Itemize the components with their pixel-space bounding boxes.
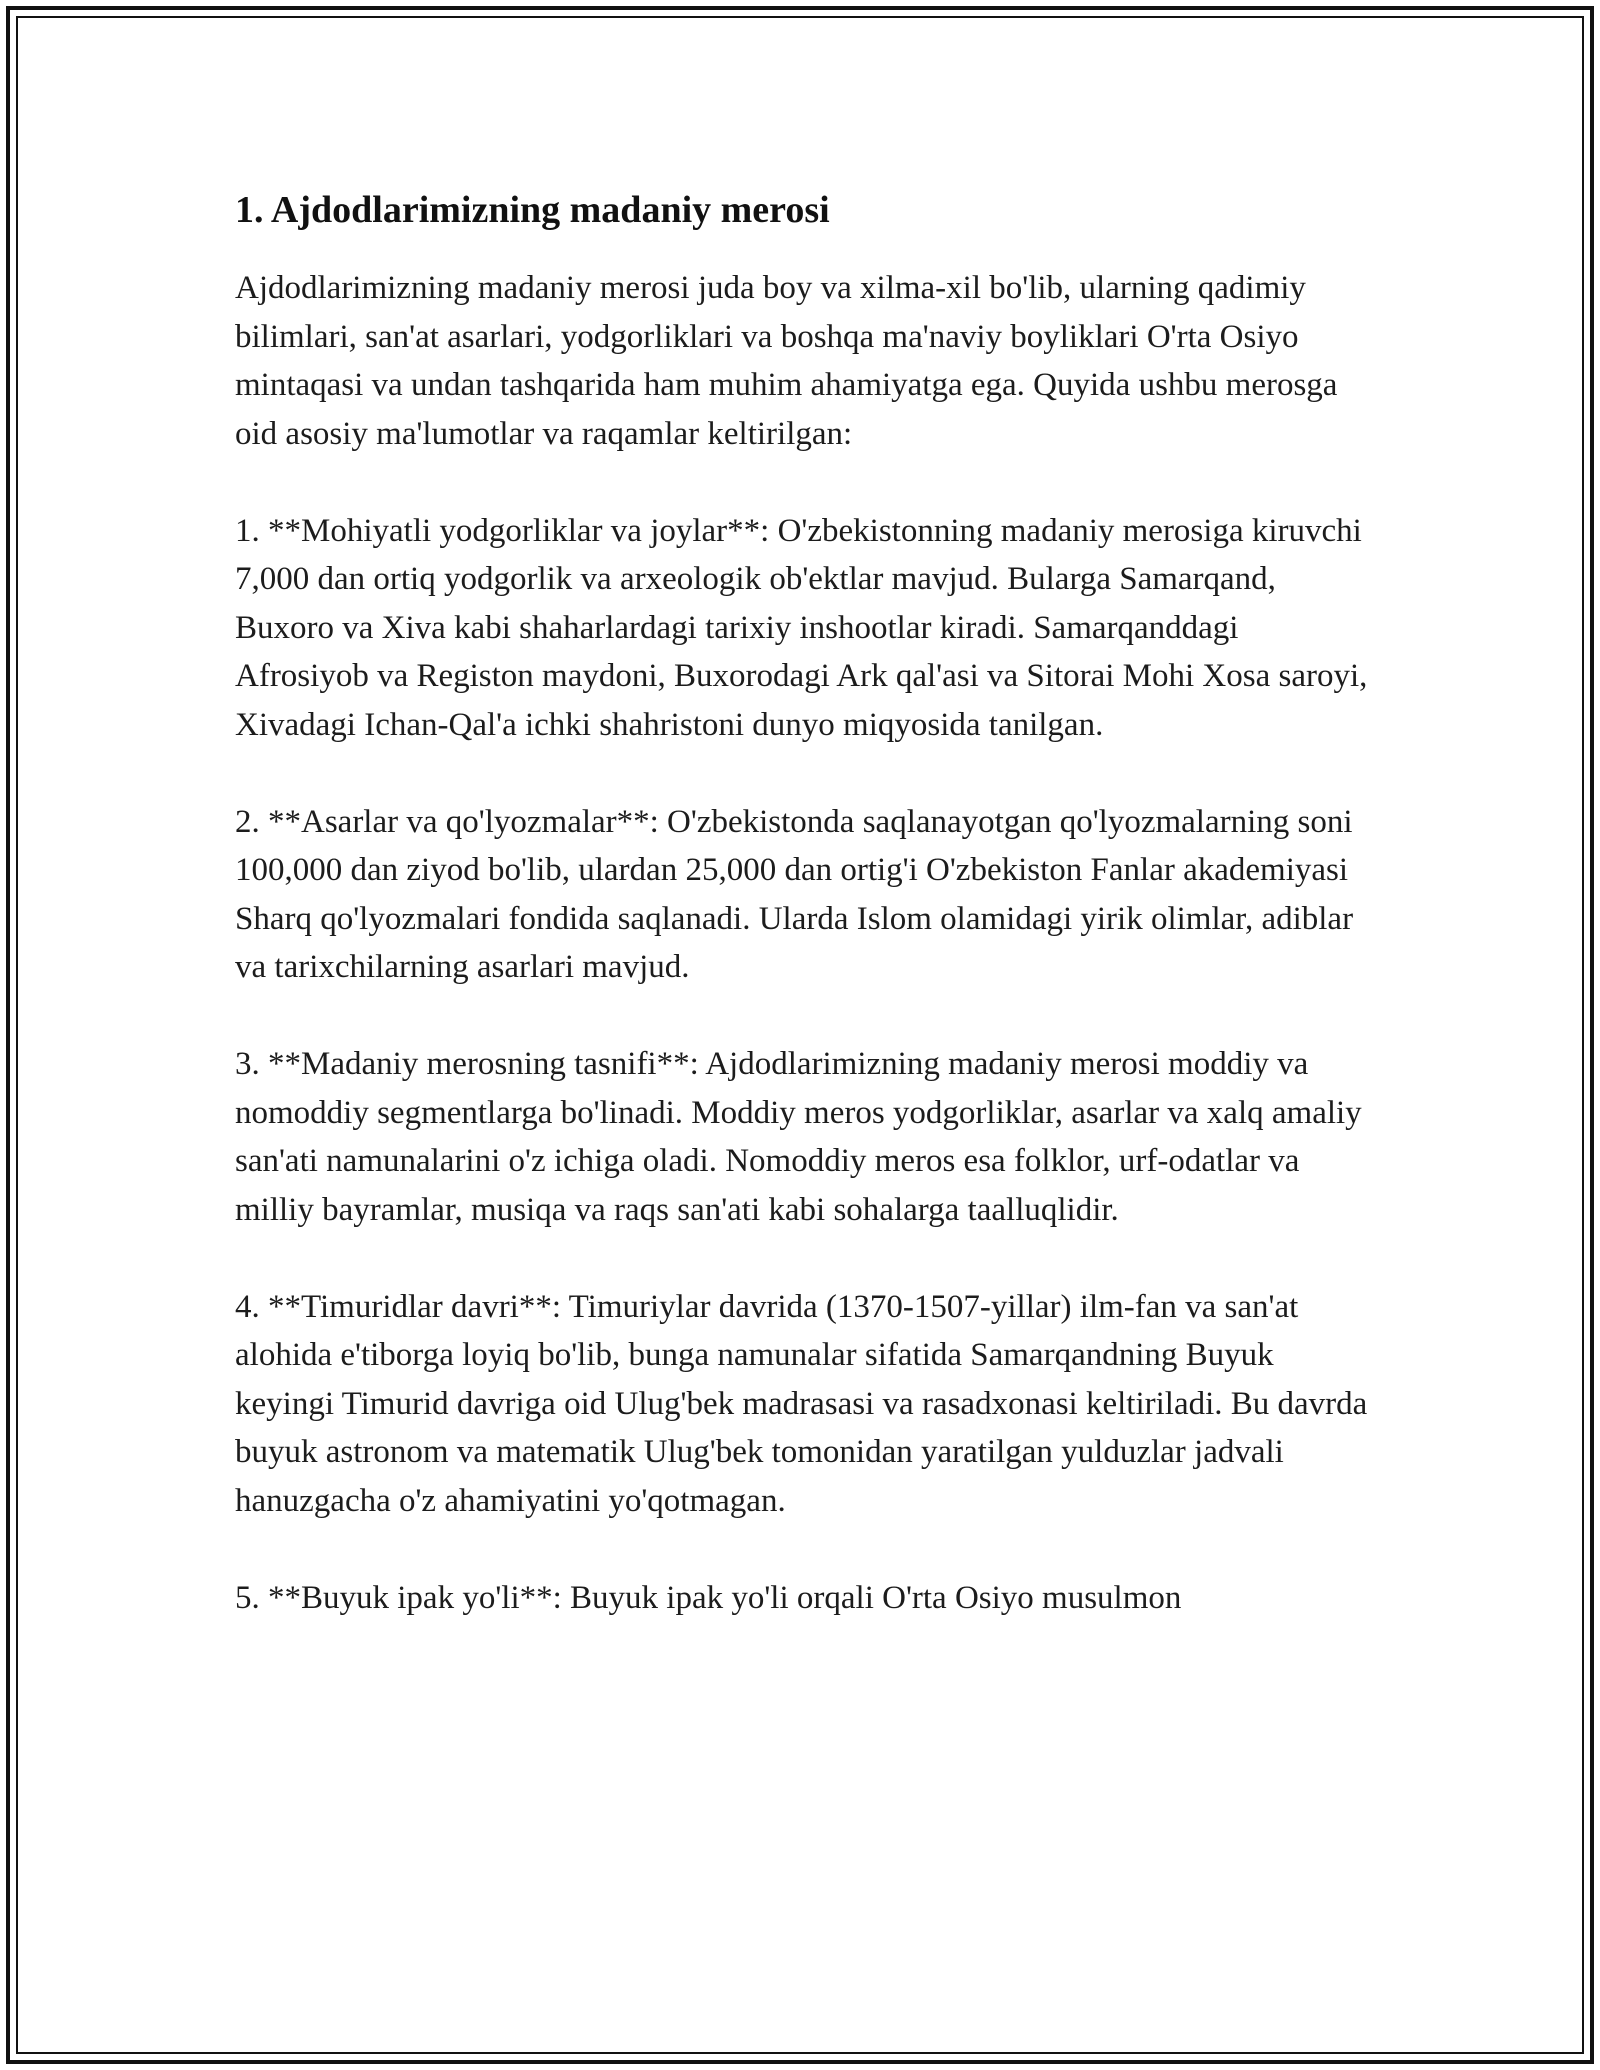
paragraph-timurid-era: 4. **Timuridlar davri**: Timuriylar davrida (1370-1507-yillar) ilm-fan va san'at alohida e'tiborga loyiq bo'lib, bunga namunalar sifatida Samarqandning Buyuk keyingi Timurid davriga oid Ulug'bek madrasasi va rasadxonasi keltiriladi. Bu davrda buyuk astronom va matematik Ulug'bek tomonidan yaratilgan yulduzlar jadvali hanuzgacha o'z ahamiyatini yo'qotmagan.	[235, 1288, 1368, 1519]
paragraph-monuments: 1. **Mohiyatli yodgorliklar va joylar**: O'zbekistonning madaniy merosiga kiruvchi 7,000 dan ortiq yodgorlik va arxeologik ob'ektlar mavjud. Bularga Samarqand, Buxoro va Xiva kabi shaharlardagi tarixiy inshootlar kiradi. Samarqanddagi Afrosiyob va Registon maydoni, Buxorodagi Ark qal'asi va Sitorai Mohi Xosa saroyi, Xivadagi Ichan-Qal'a ichki shahristoni dunyo miqyosida tanilgan.	[235, 512, 1368, 743]
paragraph-silk-road: 5. **Buyuk ipak yo'li**: Buyuk ipak yo'li orqali O'rta Osiyo musulmon	[235, 1579, 1182, 1616]
paragraph-classification: 3. **Madaniy merosning tasnifi**: Ajdodlarimizning madaniy merosi moddiy va nomoddiy segmentlarga bo'linadi. Moddiy meros yodgorliklar, asarlar va xalq amaliy san'ati namunalarini o'z ichiga oladi. Nomoddiy meros esa folklor, urf-odatlar va milliy bayramlar, musiqa va raqs san'ati kabi sohalarga taalluqlidir.	[235, 1046, 1362, 1228]
section-heading: 1. Ajdodlarimizning madaniy merosi	[235, 189, 830, 231]
document-body	[235, 186, 1370, 1671]
paragraph-manuscripts: 2. **Asarlar va qo'lyozmalar**: O'zbekistonda saqlanayotgan qo'lyozmalarning soni 100,000 dan ziyod bo'lib, ulardan 25,000 dan ortig'i O'zbekiston Fanlar akademiyasi Sharq qo'lyozmalari fondida saqlanadi. Ularda Islom olamidagi yirik olimlar, adiblar va tarixchilarning asarlari mavjud.	[235, 803, 1354, 985]
intro-paragraph: Ajdodlarimizning madaniy merosi juda boy va xilma-xil bo'lib, ularning qadimiy bilimlari, san'at asarlari, yodgorliklari va boshqa ma'naviy boyliklari O'rta Osiyo mintaqasi va undan tashqarida ham muhim ahamiyatga ega. Quyida ushbu merosga oid asosiy ma'lumotlar va raqamlar keltirilgan:	[235, 270, 1338, 452]
